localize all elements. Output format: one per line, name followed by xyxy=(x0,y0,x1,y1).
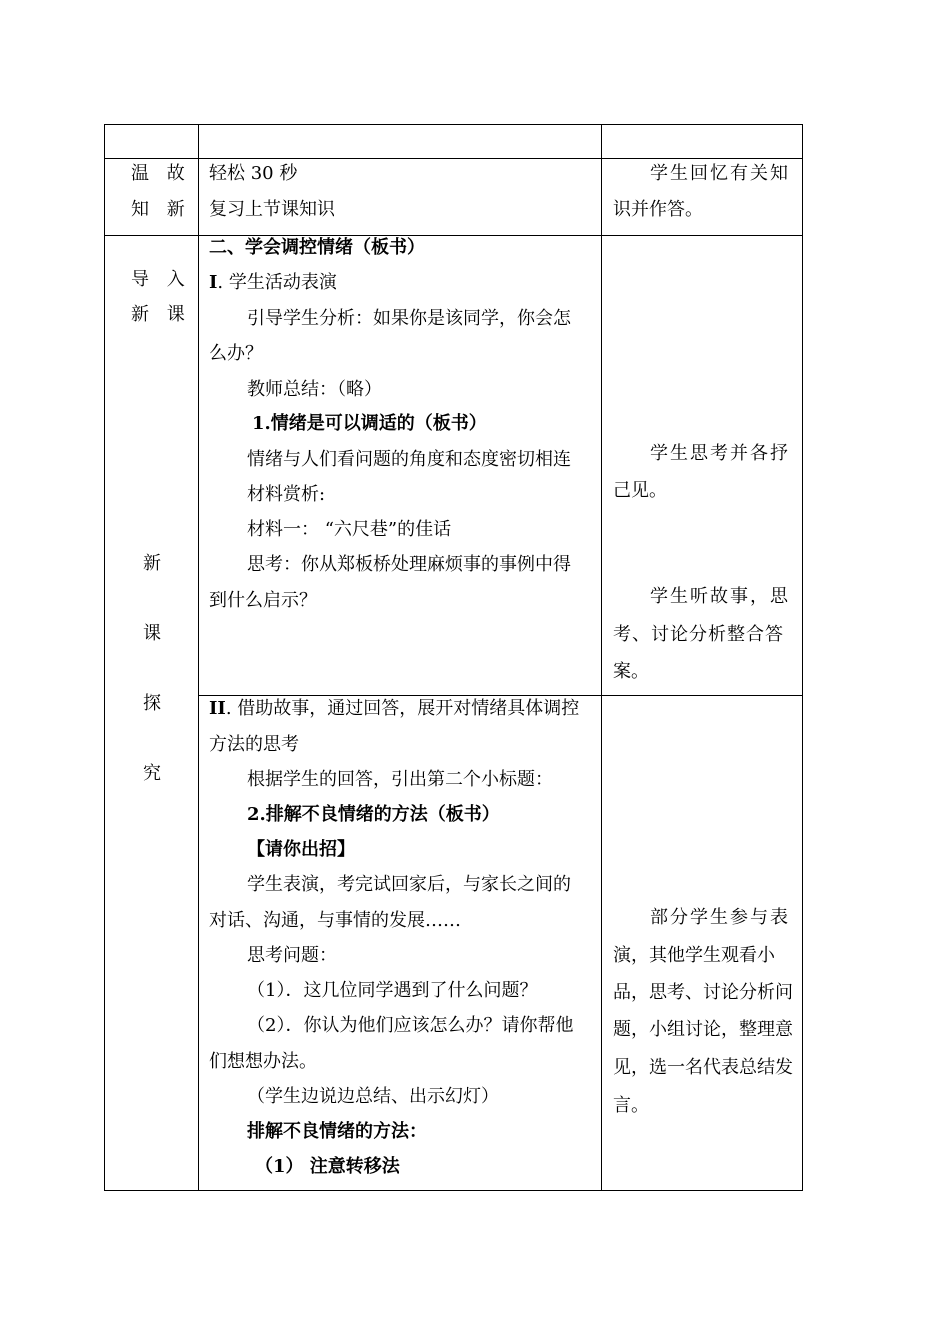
section2-subheading: 排解不良情绪的方法： xyxy=(247,1121,427,1142)
section2-line: 对话、沟通，与事情的发展…… xyxy=(209,910,461,931)
section1-line: 材料赏析: xyxy=(247,484,326,505)
section2-student-2: 演，其他学生观看小 xyxy=(613,945,775,966)
section1-student-a-2: 己见。 xyxy=(613,480,667,501)
section1-line: 引导学生分析：如果你是该同学，你会怎 xyxy=(247,308,571,329)
section2-subheading: 2.排解不良情绪的方法（板书） xyxy=(247,804,500,825)
section2-line: 根据学生的回答，引出第二个小标题： xyxy=(247,769,553,790)
section2-subheading: 【请你出招】 xyxy=(247,839,355,860)
intro-label-2: 新 课 xyxy=(131,304,191,325)
section2-line: 们想想办法。 xyxy=(209,1051,317,1072)
section1-activity xyxy=(209,273,337,293)
section1-line: 思考：你从郑板桥处理麻烦事的事例中得 xyxy=(247,554,571,575)
review-student-1: 学生回忆有关知 xyxy=(650,163,790,184)
section2-line-1 xyxy=(209,699,579,719)
row-divider-1 xyxy=(104,158,803,159)
section1-subheading: 1.情绪是可以调适的（板书） xyxy=(252,413,487,434)
table-divider-2 xyxy=(601,124,602,1191)
section1-student-a-1: 学生思考并各抒 xyxy=(650,443,790,464)
section2-line: （学生边说边总结、出示幻灯） xyxy=(247,1086,499,1107)
section1-student-b-1: 学生听故事，思 xyxy=(650,586,790,607)
section1-line: 材料一： “六尺巷”的佳话 xyxy=(247,519,452,540)
section1-activity-num: I xyxy=(209,272,218,293)
section2-subheading: （1） 注意转移法 xyxy=(255,1156,400,1177)
review-content-2: 复习上节课知识 xyxy=(209,199,335,220)
row-divider-2 xyxy=(104,235,803,236)
explore-label-2: 课 xyxy=(143,623,161,644)
section1-line: 么办？ xyxy=(209,343,263,364)
table-border-left xyxy=(104,124,105,1191)
section2-student-3: 品，思考、讨论分析问 xyxy=(613,982,793,1003)
section2-student-4: 题，小组讨论，整理意 xyxy=(613,1019,793,1040)
section2-line: 思考问题： xyxy=(247,945,337,966)
section2-line: （2）．你认为他们应该怎么办？请你帮他 xyxy=(247,1015,574,1036)
section2-line: （1）．这几位同学遇到了什么问题？ xyxy=(247,980,538,1001)
table-divider-1 xyxy=(198,124,199,1191)
intro-label-1: 导 入 xyxy=(131,269,191,290)
section2-line: 方法的思考 xyxy=(209,734,299,755)
section1-line: 教师总结：（略） xyxy=(247,379,382,400)
section2-title: . 借助故事，通过回答，展开对情绪具体调控 xyxy=(225,698,580,719)
section2-student-1: 部分学生参与表 xyxy=(650,907,790,928)
section2-line: 学生表演，考完试回家后，与家长之间的 xyxy=(247,874,571,895)
row-divider-3 xyxy=(198,695,803,696)
section2-student-5: 见，选一名代表总结发 xyxy=(613,1057,793,1078)
section1-activity-text: . 学生活动表演 xyxy=(217,272,337,293)
explore-label-3: 探 xyxy=(143,693,161,714)
section1-student-b-2: 考、讨论分析整合答 xyxy=(613,624,784,645)
section1-student-b-3: 案。 xyxy=(613,661,649,682)
explore-label-4: 究 xyxy=(143,763,161,784)
section2-num: II xyxy=(209,698,226,719)
review-label-1: 温 故 xyxy=(131,163,191,184)
table-border-bottom xyxy=(104,1190,803,1191)
review-content-1: 轻松 30 秒 xyxy=(209,163,298,184)
table-border-right xyxy=(802,124,803,1191)
section2-student-6: 言。 xyxy=(613,1095,649,1116)
explore-label-1: 新 xyxy=(143,553,161,574)
table-border-top xyxy=(104,124,803,125)
review-label-2: 知 新 xyxy=(131,199,191,220)
section1-line: 到什么启示？ xyxy=(209,590,317,611)
section1-heading: 二、学会调控情绪（板书） xyxy=(209,237,425,258)
section1-line: 情绪与人们看问题的角度和态度密切相连 xyxy=(247,449,571,470)
review-student-2: 识并作答。 xyxy=(613,199,703,220)
